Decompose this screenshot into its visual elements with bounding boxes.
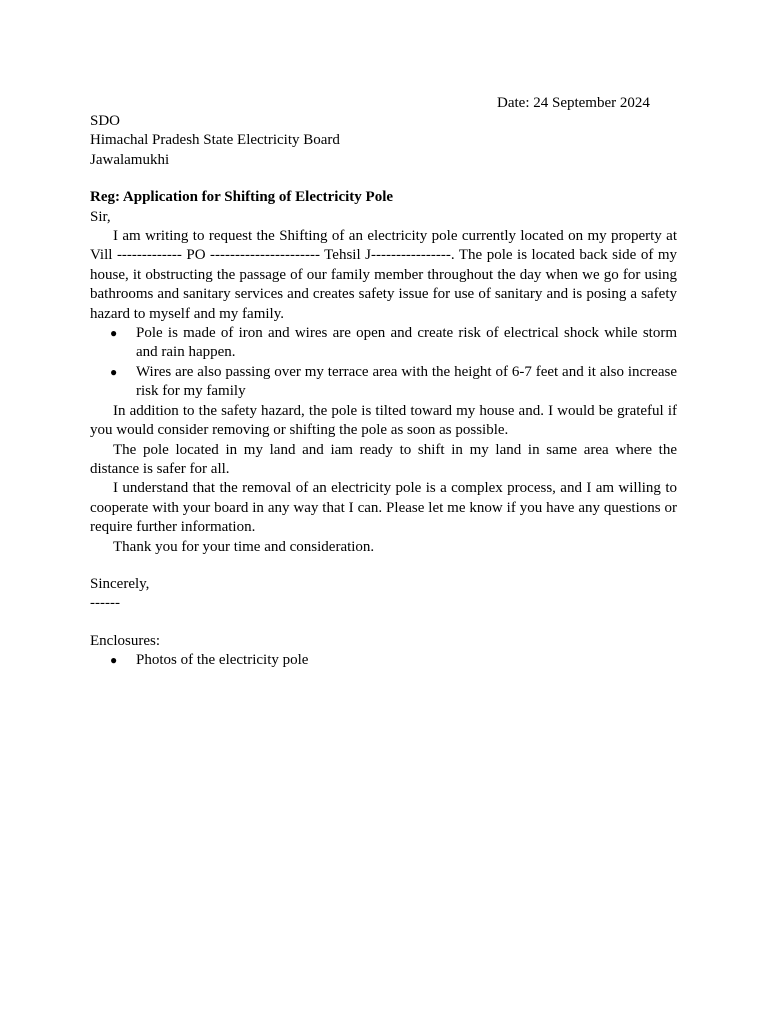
subject-line: Reg: Application for Shifting of Electricity Pole: [90, 189, 394, 206]
thanks-paragraph: Thank you for your time and consideration.: [113, 538, 375, 555]
list-item: [90, 363, 677, 402]
bullet-icon: ●: [110, 326, 118, 341]
bullet-icon: ●: [110, 364, 118, 379]
letter-date: Date: 24 September 2024: [497, 95, 650, 111]
spacer: [90, 557, 677, 575]
recipient-place: Jawalamukhi: [90, 151, 170, 168]
list-item: [90, 651, 677, 670]
concern-list: [90, 324, 677, 402]
list-item: [90, 324, 677, 363]
letter-body: [90, 112, 677, 671]
understanding-paragraph: I understand that the removal of an electricity pole is a complex process, and I am willing to cooperate with your board in any way that I can. Please let me know if you have any questions or require further information.: [90, 480, 677, 536]
salutation: Sir,: [90, 208, 111, 225]
intro-paragraph: I am writing to request the Shifting of an electricity pole currently located on my property at Vill ------------- PO ---------------------- Tehsil J----------------. The pole is located back side of my house, it obstructing the passage of our family member throughout the day when we go for using bathrooms and sanitary services and creates safety issue for use of sanitary and is posing a safety hazard to myself and my family.: [90, 228, 677, 322]
enclosures-label: Enclosures:: [90, 632, 160, 649]
spacer: [90, 170, 677, 188]
recipient-title: SDO: [90, 113, 121, 129]
land-paragraph: The pole located in my land and iam ready to shift in my land in same area where the distance is safer for all.: [90, 441, 677, 477]
list-item-text: Pole is made of iron and wires are open and create risk of electrical shock while storm and rain happen.: [136, 325, 677, 361]
signature: ------: [90, 595, 120, 612]
closing: Sincerely,: [90, 575, 150, 592]
bullet-icon: ●: [110, 653, 118, 668]
safety-paragraph: In addition to the safety hazard, the pole is tilted toward my house and. I would be grateful if you would consider removing or shifting the pole as soon as possible.: [90, 402, 677, 439]
enclosures-list: [90, 651, 677, 670]
list-item-text: Wires are also passing over my terrace area with the height of 6-7 feet and it also increase risk for my family: [136, 363, 677, 400]
spacer: [90, 614, 677, 632]
recipient-organization: Himachal Pradesh State Electricity Board: [90, 132, 340, 149]
list-item-text: Photos of the electricity pole: [136, 652, 309, 669]
